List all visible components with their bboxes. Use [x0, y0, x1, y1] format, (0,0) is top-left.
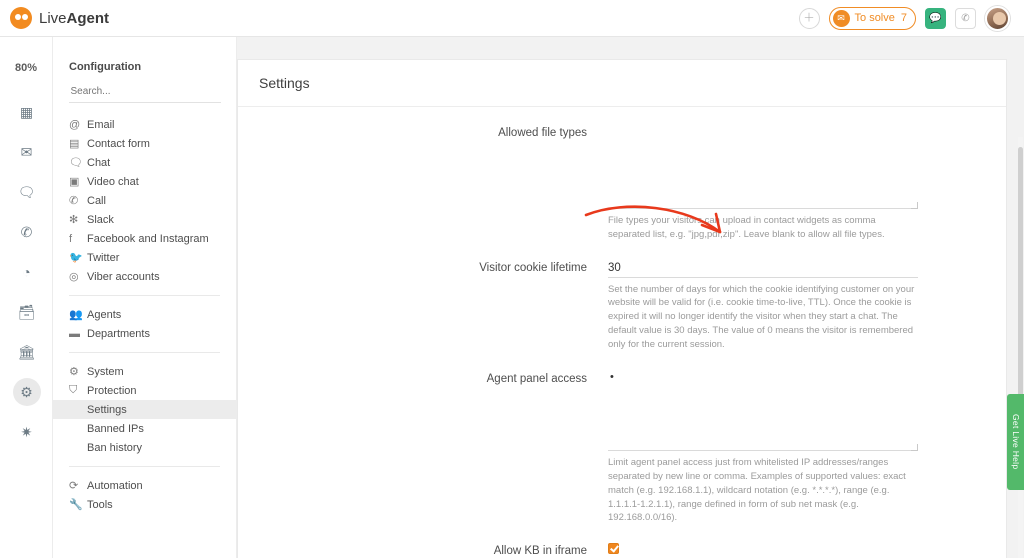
visitor-cookie-lifetime-input[interactable] [608, 262, 918, 278]
avatar[interactable] [985, 6, 1010, 31]
sidebar-item-chat[interactable] [53, 153, 236, 172]
circle-arrow-icon: ◔ [22, 264, 31, 280]
facebook-icon: f [69, 232, 73, 245]
sidebar-item-ban-history[interactable] [53, 438, 236, 457]
rail-item-calls[interactable] [0, 212, 53, 252]
sidebar-item-facebook-instagram[interactable] [53, 229, 236, 248]
phone-icon: ✆ [69, 195, 79, 207]
sidebar-item-video-chat[interactable] [53, 172, 236, 191]
allow-kb-in-iframe-checkbox[interactable] [608, 543, 619, 554]
page-title: Settings [259, 75, 310, 91]
field-label: Agent panel access [486, 373, 587, 386]
sidebar-item-label: Video chat [87, 175, 139, 188]
rail-item-extra-settings[interactable] [0, 412, 53, 452]
sidebar-item-departments[interactable] [53, 324, 236, 343]
get-live-help-tab[interactable]: Get Live Help [1007, 394, 1024, 490]
departments-icon: ▬ [69, 327, 80, 340]
sidebar-item-banned-ips[interactable] [53, 419, 236, 438]
form-icon: ▤ [69, 138, 80, 150]
sidebar-item-label: Contact form [87, 137, 150, 150]
dashboard-icon: ▦ [19, 103, 34, 120]
divider [69, 352, 220, 353]
configuration-list [53, 115, 236, 514]
sidebar-item-agents[interactable] [53, 305, 236, 324]
progress-percent: 80% [14, 62, 38, 74]
rail-item-knowledge-base[interactable] [0, 252, 53, 292]
viber-icon: ◎ [69, 271, 79, 283]
phone-icon: ✆ [20, 223, 33, 240]
field-help-text: Set the number of days for which the cookie identifying customer on your website will be valid for (i.e. cookie time-to-live, TTL). Once the cookie is expired it will no longer identify the visitor when they start a chat. The default value is 30 days. The value of 0 means the visitor is remembered only for the current session. [608, 283, 915, 350]
sidebar-item-label: Departments [87, 327, 150, 340]
allowed-file-types-textarea[interactable] [608, 125, 918, 209]
field-help-text: File types your visitors can upload in contact widgets as comma separated list, e.g. "jpg,pdf,zip". Leave blank to allow all file types. [608, 215, 885, 240]
to-solve-label: To solve [854, 12, 895, 24]
sidebar-item-label: Facebook and Instagram [87, 232, 209, 245]
automation-icon: ⟳ [69, 480, 79, 492]
configuration-title: Configuration [69, 61, 142, 73]
brand-logo-group[interactable] [10, 7, 109, 29]
sidebar-item-call[interactable] [53, 191, 236, 210]
brand-agent-text: Agent [66, 9, 110, 27]
sidebar-item-label: Call [87, 194, 106, 207]
settings-card [237, 59, 1007, 558]
resize-handle[interactable] [911, 444, 918, 451]
field-label: Visitor cookie lifetime [479, 261, 587, 274]
chat-bubble-icon: 🗨 [17, 183, 36, 200]
sidebar-item-contact-form[interactable] [53, 134, 236, 153]
sidebar-item-email[interactable] [53, 115, 236, 134]
settings-form [238, 107, 1006, 557]
sidebar-item-label: Automation [87, 479, 143, 492]
sidebar-item-label: System [87, 365, 124, 378]
sidebar-item-label: Settings [87, 403, 127, 416]
gear-icon: ⚙ [69, 366, 79, 378]
main-content [237, 37, 1024, 558]
phone-icon[interactable]: ✆ [955, 8, 976, 29]
top-bar-actions [799, 6, 1010, 31]
box-icon: 🗃 [17, 303, 36, 320]
twitter-icon: 🐦 [69, 252, 83, 264]
sidebar-item-system[interactable] [53, 362, 236, 381]
sidebar-item-protection[interactable] [53, 381, 236, 400]
agent-panel-access-value: • [610, 371, 614, 384]
field-allowed-file-types [238, 125, 1006, 242]
sidebar-item-label: Banned IPs [87, 422, 144, 435]
rail-item-dashboard[interactable] [0, 92, 53, 132]
sidebar-item-label: Viber accounts [87, 270, 160, 283]
bank-icon: 🏛 [17, 343, 36, 360]
sidebar-item-tools[interactable] [53, 495, 236, 514]
agents-icon: 👥 [69, 309, 83, 321]
brand-text [39, 10, 109, 27]
sidebar-item-settings[interactable] [53, 400, 236, 419]
at-icon: @ [69, 118, 81, 131]
field-label: Allow KB in iframe [493, 545, 587, 558]
sidebar-item-twitter[interactable] [53, 248, 236, 267]
field-agent-panel-access [238, 371, 1006, 525]
divider [69, 295, 220, 296]
to-solve-button[interactable] [829, 7, 916, 30]
sidebar-item-label: Agents [87, 308, 122, 321]
left-nav-rail [0, 37, 53, 558]
shield-icon: ⛉ [69, 384, 78, 396]
agent-panel-access-textarea[interactable] [608, 371, 918, 451]
divider [69, 466, 220, 467]
ticket-icon: ✉ [833, 10, 850, 27]
sidebar-item-label: Protection [87, 384, 137, 397]
sidebar-item-label: Twitter [87, 251, 120, 264]
sidebar-item-label: Tools [87, 498, 113, 511]
rail-item-customers[interactable] [0, 292, 53, 332]
top-bar [0, 0, 1024, 37]
rail-item-tickets[interactable] [0, 132, 53, 172]
chat-icon[interactable]: 💬 [925, 8, 946, 29]
field-allow-kb-in-iframe [238, 543, 1006, 557]
search-input[interactable] [69, 83, 221, 103]
gear-icon: ⚙ [20, 383, 33, 400]
slack-icon: ✻ [69, 214, 79, 226]
sidebar-item-slack[interactable] [53, 210, 236, 229]
settings-header [238, 60, 1006, 107]
configuration-panel [53, 37, 237, 558]
envelope-icon: ✉ [20, 143, 33, 160]
resize-handle[interactable] [911, 202, 918, 209]
sidebar-item-label: Slack [87, 213, 114, 226]
field-label: Allowed file types [498, 127, 587, 139]
sidebar-item-label: Chat [87, 156, 111, 169]
sidebar-item-automation[interactable] [53, 476, 236, 495]
field-visitor-cookie-lifetime [238, 260, 1006, 352]
sidebar-item-viber-accounts[interactable] [53, 267, 236, 286]
field-help-text: Limit agent panel access just from whitelisted IP addresses/ranges separated by new line or comma. Examples of supported values: exact match (e.g. 192.168.1.1), wildcard notation (e.g. *.*.*.*), range (e.g. 1.1.1.1-1.2.1.1), range defined in form of sub net mask (e.g. 192.168.0.0/16). [608, 457, 906, 524]
rail-item-configuration[interactable] [0, 372, 53, 412]
liveagent-logo-icon [10, 7, 32, 29]
sun-gear-icon: ✷ [20, 423, 33, 440]
rail-item-chats[interactable] [0, 172, 53, 212]
brand-live-text: Live [39, 9, 67, 27]
tools-icon: 🔧 [69, 499, 83, 511]
sidebar-item-label: Email [87, 118, 115, 131]
plus-circle-icon[interactable]: ＋ [799, 8, 820, 29]
video-icon: ▣ [69, 176, 80, 188]
sidebar-item-label: Ban history [87, 441, 143, 454]
rail-item-reports[interactable] [0, 332, 53, 372]
chat-bubble-icon: 🗨 [69, 157, 83, 169]
to-solve-count: 7 [900, 12, 907, 24]
